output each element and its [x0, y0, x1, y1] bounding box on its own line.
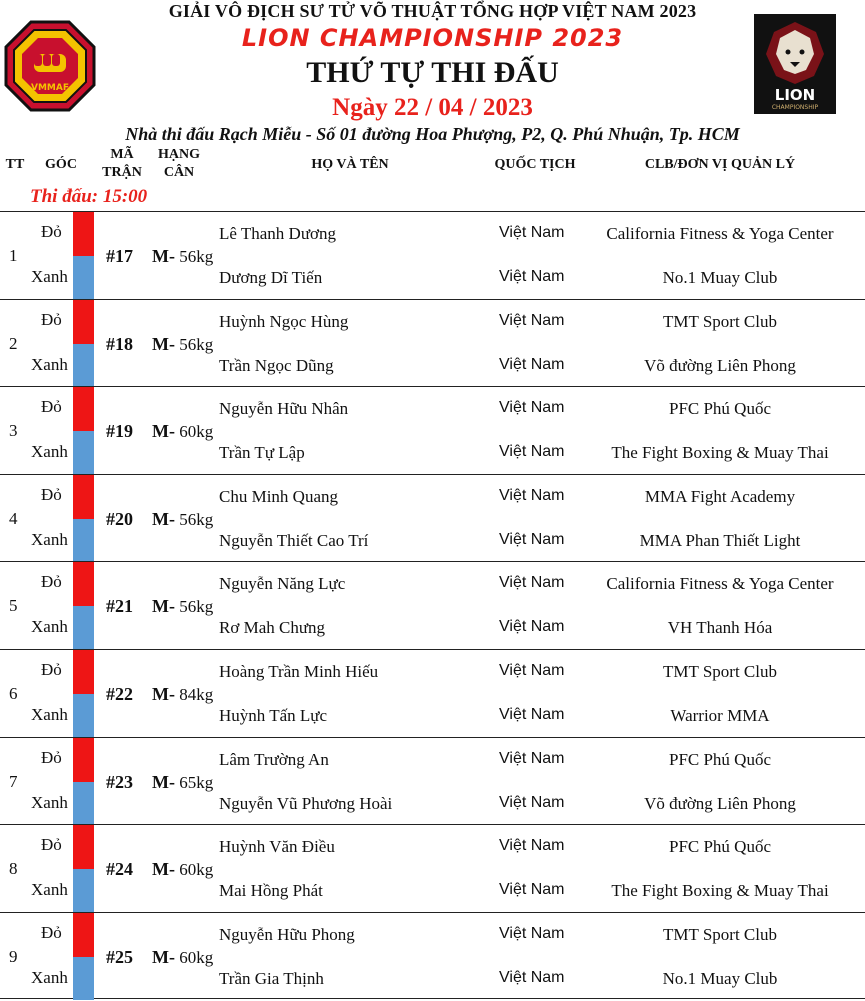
match-row	[0, 211, 865, 299]
red-corner-bar	[73, 212, 94, 256]
red-fighter-nationality: Việt Nam	[499, 486, 565, 504]
blue-fighter-nationality: Việt Nam	[499, 705, 565, 723]
weight-prefix: M-	[152, 246, 175, 266]
red-fighter-club: TMT Sport Club	[663, 661, 777, 681]
red-corner-bar	[73, 475, 94, 519]
corner-red-label: Đỏ	[41, 659, 62, 679]
match-row	[0, 386, 865, 474]
corner-red-label: Đỏ	[41, 484, 62, 504]
blue-fighter-name: Rơ Mah Chưng	[219, 618, 326, 638]
blue-fighter-nationality: Việt Nam	[499, 968, 565, 986]
red-fighter-name: Chu Minh Quang	[219, 486, 338, 506]
match-code: #21	[106, 596, 133, 617]
match-order: 3	[9, 421, 18, 441]
match-code: #19	[106, 421, 133, 442]
weight-prefix: M-	[152, 859, 175, 880]
match-order: 6	[9, 683, 18, 703]
corner-red-label: Đỏ	[41, 747, 62, 767]
weight-class	[152, 859, 213, 880]
blue-corner-bar	[73, 957, 94, 1000]
red-fighter-name: Lâm Trường An	[219, 749, 329, 769]
blue-fighter-club: Warrior MMA	[670, 705, 770, 725]
page-header	[0, 0, 865, 150]
match-row	[0, 474, 865, 562]
blue-fighter-name: Nguyễn Vũ Phương Hoài	[219, 793, 393, 813]
match-table	[0, 211, 865, 999]
page-title: THỨ TỰ THI ĐẤU	[306, 56, 559, 89]
blue-corner-bar	[73, 519, 94, 562]
weight-value: 56kg	[179, 247, 214, 266]
weight-class	[152, 246, 213, 267]
svg-text:LION: LION	[774, 86, 816, 104]
red-fighter-name: Nguyễn Hữu Nhân	[219, 399, 349, 419]
red-corner-bar	[73, 738, 94, 782]
blue-fighter-club: No.1 Muay Club	[662, 968, 778, 988]
red-fighter-club: California Fitness & Yoga Center	[606, 224, 834, 243]
match-code: #17	[106, 246, 133, 266]
match-code: #24	[106, 859, 133, 880]
red-corner-bar	[73, 825, 94, 869]
blue-fighter-name: Nguyễn Thiết Cao Trí	[219, 530, 369, 550]
blue-corner-bar	[73, 694, 94, 737]
col-header-corner: GÓC	[45, 157, 77, 172]
weight-value: 65kg	[179, 772, 214, 792]
red-fighter-nationality: Việt Nam	[499, 837, 565, 855]
blue-fighter-nationality: Việt Nam	[499, 618, 565, 636]
corner-blue-label: Xanh	[31, 704, 68, 724]
event-venue: Nhà thi đấu Rạch Miễu - Số 01 đường Hoa Phượng, P2, Q. Phú Nhuận, Tp. HCM	[125, 124, 740, 144]
match-row	[0, 299, 865, 387]
col-header-tt: TT	[5, 157, 25, 172]
red-fighter-nationality: Việt Nam	[499, 399, 565, 417]
weight-prefix: M-	[152, 771, 175, 792]
red-fighter-nationality: Việt Nam	[499, 224, 565, 241]
event-date: Ngày 22 / 04 / 2023	[332, 94, 533, 121]
red-fighter-club: PFC Phú Quốc	[668, 837, 772, 857]
weight-class	[152, 509, 213, 530]
tournament-name: GIẢI VÔ ĐỊCH SƯ TỬ VÕ THUẬT TỔNG HỢP VIỆT NAM 2023	[168, 1, 697, 21]
red-fighter-club: PFC Phú Quốc	[668, 399, 772, 419]
corner-red-label: Đỏ	[41, 922, 62, 942]
col-header-name: HỌ VÀ TÊN	[311, 157, 389, 172]
blue-fighter-nationality: Việt Nam	[499, 268, 565, 285]
match-row	[0, 561, 865, 649]
blue-fighter-club: VH Thanh Hóa	[667, 618, 773, 638]
red-fighter-name: Huỳnh Ngọc Hùng	[219, 311, 349, 331]
match-code: #25	[106, 946, 133, 967]
match-order: 5	[9, 596, 18, 616]
red-corner-bar	[73, 300, 94, 344]
weight-class	[152, 947, 213, 968]
weight-prefix: M-	[152, 508, 175, 529]
blue-fighter-name: Trần Gia Thịnh	[219, 968, 324, 988]
match-row	[0, 737, 865, 825]
match-row	[0, 649, 865, 737]
corner-red-label: Đỏ	[41, 309, 62, 329]
weight-class	[152, 596, 213, 617]
match-order: 7	[9, 771, 18, 791]
blue-fighter-club: The Fight Boxing & Muay Thai	[611, 881, 829, 901]
weight-class	[152, 684, 213, 705]
red-fighter-club: MMA Fight Academy	[644, 486, 796, 506]
match-code: #22	[106, 683, 133, 704]
weight-prefix: M-	[152, 596, 175, 617]
match-order: 1	[9, 246, 18, 265]
red-corner-bar	[73, 913, 94, 957]
blue-fighter-nationality: Việt Nam	[499, 793, 565, 811]
blue-fighter-nationality: Việt Nam	[499, 443, 565, 461]
corner-blue-label: Xanh	[31, 617, 68, 637]
col-header-weight	[152, 146, 206, 182]
blue-corner-bar	[73, 606, 94, 649]
red-fighter-club: California Fitness & Yoga Center	[606, 574, 834, 594]
weight-value: 56kg	[179, 509, 214, 529]
blue-fighter-name: Trần Ngọc Dũng	[219, 355, 334, 375]
blue-fighter-club: Võ đường Liên Phong	[644, 355, 796, 375]
weight-value: 60kg	[179, 947, 214, 967]
corner-blue-label: Xanh	[31, 354, 68, 374]
match-code: #20	[106, 508, 133, 529]
match-code: #23	[106, 771, 133, 792]
red-corner-bar	[73, 387, 94, 431]
weight-value: 56kg	[179, 597, 214, 617]
blue-fighter-club: MMA Phan Thiết Light	[639, 530, 801, 550]
weight-prefix: M-	[152, 683, 175, 704]
col-header-weight-line2: CÂN	[163, 165, 195, 180]
red-fighter-name: Hoàng Trần Minh Hiếu	[219, 661, 379, 681]
col-header-club: CLB/ĐƠN VỊ QUẢN LÝ	[644, 157, 796, 172]
match-row	[0, 912, 865, 1000]
red-fighter-club: PFC Phú Quốc	[668, 749, 772, 769]
col-header-match-code	[98, 146, 146, 182]
weight-class	[152, 421, 213, 442]
match-order: 2	[9, 333, 18, 353]
blue-fighter-name: Mai Hồng Phát	[219, 881, 323, 901]
session-time: Thi đấu: 15:00	[30, 186, 148, 207]
corner-blue-label: Xanh	[31, 792, 68, 812]
blue-fighter-nationality: Việt Nam	[499, 881, 565, 899]
corner-blue-label: Xanh	[31, 529, 68, 549]
blue-corner-bar	[73, 431, 94, 474]
svg-text:CHAMPIONSHIP: CHAMPIONSHIP	[771, 104, 819, 111]
blue-fighter-club: Võ đường Liên Phong	[644, 793, 796, 813]
col-header-weight-line1: HẠNG	[158, 147, 200, 162]
blue-fighter-nationality: Việt Nam	[499, 530, 565, 548]
red-fighter-club: TMT Sport Club	[663, 924, 777, 944]
match-order: 8	[9, 859, 18, 879]
red-fighter-name: Huỳnh Văn Điều	[219, 837, 335, 857]
weight-class	[152, 334, 213, 355]
svg-text:VMMAF: VMMAF	[31, 83, 69, 93]
col-header-nationality: QUỐC TỊCH	[494, 157, 576, 172]
weight-value: 60kg	[179, 422, 214, 442]
corner-red-label: Đỏ	[41, 397, 62, 417]
corner-blue-label: Xanh	[31, 442, 68, 462]
blue-corner-bar	[73, 869, 94, 912]
red-fighter-name: Nguyễn Hữu Phong	[219, 924, 355, 944]
blue-corner-bar	[73, 782, 94, 825]
corner-red-label: Đỏ	[41, 572, 62, 592]
red-fighter-nationality: Việt Nam	[499, 924, 565, 942]
red-fighter-club: TMT Sport Club	[663, 311, 777, 331]
weight-prefix: M-	[152, 946, 175, 967]
corner-blue-label: Xanh	[31, 880, 68, 900]
red-fighter-name: Nguyễn Năng Lực	[219, 574, 346, 594]
match-row	[0, 824, 865, 912]
match-code: #18	[106, 333, 133, 354]
weight-class	[152, 772, 213, 793]
red-fighter-nationality: Việt Nam	[499, 661, 565, 679]
weight-value: 56kg	[179, 334, 214, 354]
corner-blue-label: Xanh	[31, 267, 68, 286]
blue-fighter-name: Dương Dĩ Tiến	[219, 268, 323, 287]
weight-prefix: M-	[152, 421, 175, 442]
red-corner-bar	[73, 562, 94, 606]
red-fighter-nationality: Việt Nam	[499, 311, 565, 329]
blue-corner-bar	[73, 256, 94, 299]
corner-red-label: Đỏ	[41, 835, 62, 855]
red-fighter-nationality: Việt Nam	[499, 749, 565, 767]
col-header-match-code-line2: TRẬN	[102, 165, 142, 180]
blue-fighter-club: No.1 Muay Club	[662, 268, 778, 287]
weight-value: 60kg	[179, 860, 214, 880]
col-header-match-code-line1: MÃ	[110, 147, 134, 162]
red-fighter-name: Lê Thanh Dương	[219, 224, 337, 243]
blue-fighter-name: Huỳnh Tấn Lực	[219, 705, 328, 725]
match-order: 4	[9, 508, 18, 528]
corner-red-label: Đỏ	[41, 222, 62, 241]
blue-corner-bar	[73, 344, 94, 387]
championship-name: LION CHAMPIONSHIP 2023	[241, 24, 624, 52]
weight-value: 84kg	[179, 684, 214, 704]
red-fighter-nationality: Việt Nam	[499, 574, 565, 592]
match-order: 9	[9, 946, 18, 966]
red-corner-bar	[73, 650, 94, 694]
corner-blue-label: Xanh	[31, 967, 68, 987]
blue-fighter-club: The Fight Boxing & Muay Thai	[611, 443, 829, 463]
blue-fighter-name: Trần Tự Lập	[219, 443, 305, 463]
blue-fighter-nationality: Việt Nam	[499, 355, 565, 373]
weight-prefix: M-	[152, 333, 175, 354]
